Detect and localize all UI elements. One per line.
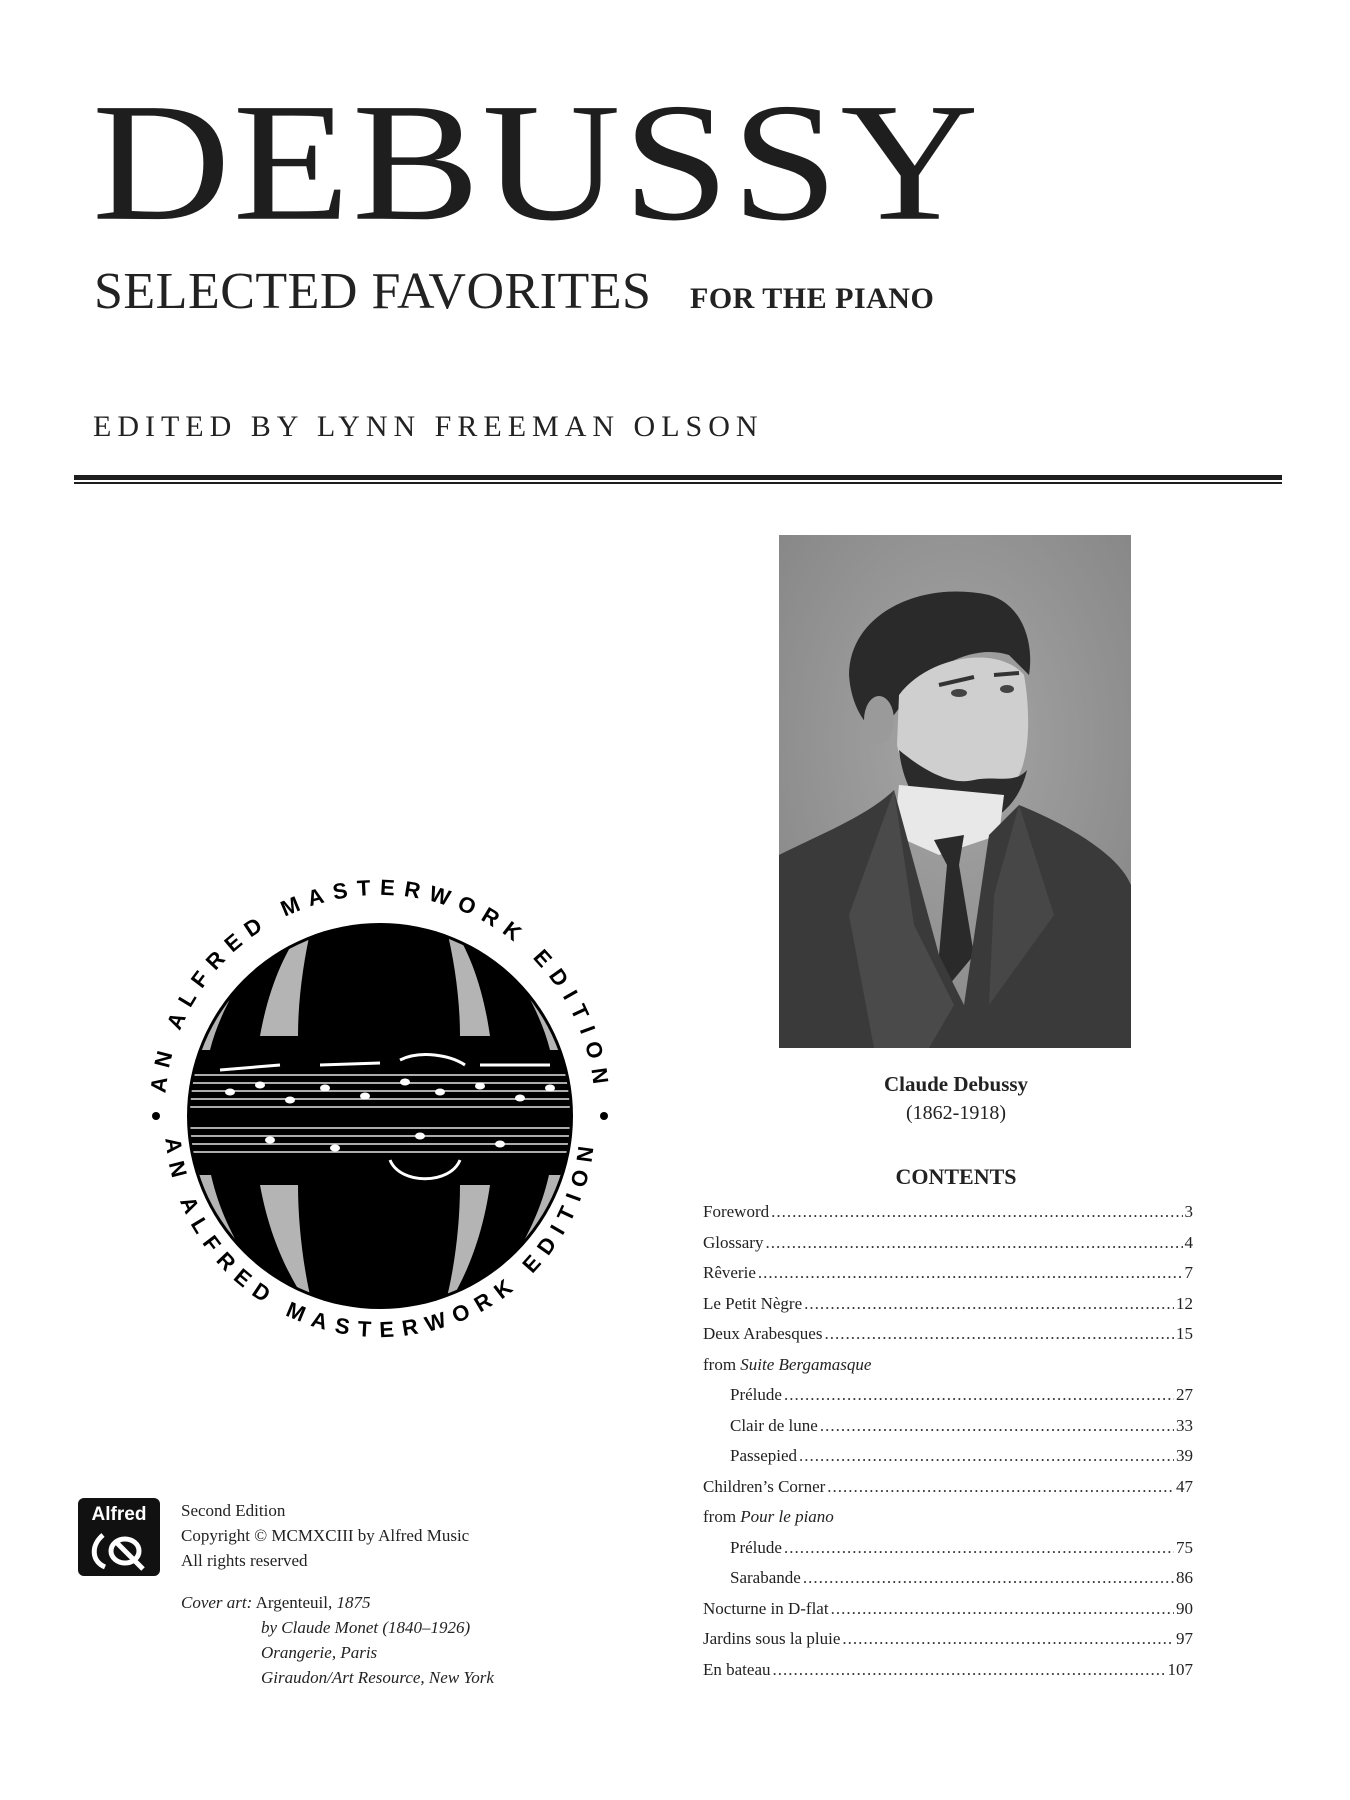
leader-dots <box>773 1660 1166 1680</box>
toc-entry-page: 15 <box>1176 1324 1193 1343</box>
toc-entry[interactable] <box>703 1294 1193 1325</box>
toc-entry-page: 4 <box>1184 1232 1193 1252</box>
toc-group-heading <box>703 1507 1193 1538</box>
toc-entry-page: 33 <box>1176 1415 1193 1435</box>
toc-entry-title: Glossary <box>703 1232 764 1252</box>
double-rule-thick <box>74 475 1282 480</box>
toc-entry-page: 90 <box>1176 1598 1193 1618</box>
globe-emblem-icon <box>120 860 640 1360</box>
double-rule-thin <box>74 482 1282 484</box>
toc-entry-title: En bateau <box>703 1659 771 1679</box>
leader-dots <box>820 1416 1174 1436</box>
svg-text:Alfred: Alfred <box>91 1504 147 1525</box>
portrait-image-icon <box>779 535 1131 1048</box>
rights-notice: All rights reserved <box>181 1551 308 1570</box>
toc-group-title: Suite Bergamasque <box>740 1354 872 1374</box>
alfred-logo-icon <box>81 1501 157 1573</box>
toc-entry-title: Children’s Corner <box>703 1476 826 1496</box>
book-title: DEBUSSY <box>92 68 981 256</box>
toc-entry-page: 97 <box>1176 1629 1193 1648</box>
cover-art-location: Orangerie, Paris <box>261 1643 378 1662</box>
toc-entry-title: Passepied <box>730 1446 798 1465</box>
table-of-contents <box>703 1202 1193 1690</box>
leader-dots <box>758 1263 1183 1283</box>
toc-entry[interactable] <box>703 1538 1193 1569</box>
svg-text:AN ALFRED MASTERWORK EDITION: AN ALFRED MASTERWORK EDITION <box>145 874 615 1095</box>
alfred-logo <box>78 1498 160 1576</box>
leader-dots <box>771 1202 1182 1222</box>
leader-dots <box>784 1538 1174 1558</box>
leader-dots <box>784 1385 1174 1405</box>
toc-entry-title: Foreword <box>703 1202 770 1221</box>
toc-entry[interactable] <box>703 1324 1193 1355</box>
portrait-caption-name: Claude Debussy <box>883 1072 1029 1096</box>
cover-art-artist: by Claude Monet (1840–1926) <box>261 1618 471 1637</box>
composer-portrait <box>779 535 1131 1048</box>
leader-dots <box>827 1477 1174 1497</box>
toc-entry-title: Prélude <box>730 1537 782 1557</box>
toc-group-prefix: from <box>703 1354 737 1374</box>
cover-art-credit <box>181 1590 494 1690</box>
toc-entry-title: Nocturne in D-flat <box>703 1598 829 1618</box>
toc-entry-page: 7 <box>1184 1263 1193 1282</box>
toc-entry[interactable] <box>703 1385 1193 1416</box>
toc-entry-page: 107 <box>1167 1659 1193 1679</box>
contents-heading: CONTENTS <box>895 1164 1017 1189</box>
masterwork-edition-emblem <box>120 860 640 1360</box>
toc-entry[interactable] <box>703 1599 1193 1630</box>
leader-dots <box>842 1629 1174 1649</box>
copyright-notice: Copyright © MCMXCIII by Alfred Music <box>181 1526 470 1545</box>
toc-group-heading <box>703 1355 1193 1386</box>
toc-entry-title: Le Petit Nègre <box>703 1293 803 1313</box>
toc-group-title: Pour le piano <box>740 1507 834 1526</box>
toc-entry-page: 47 <box>1176 1476 1193 1496</box>
toc-entry-page: 39 <box>1176 1446 1193 1465</box>
toc-entry-page: 12 <box>1176 1293 1193 1313</box>
leader-dots <box>804 1294 1174 1314</box>
toc-group-prefix: from <box>703 1507 737 1526</box>
toc-entry[interactable] <box>703 1629 1193 1660</box>
book-subtitle-secondary: FOR THE PIANO <box>690 282 935 315</box>
toc-entry[interactable] <box>703 1416 1193 1447</box>
toc-entry-title: Prélude <box>730 1385 782 1404</box>
cover-art-title: Argenteuil, <box>255 1593 333 1612</box>
toc-entry-title: Deux Arabesques <box>703 1324 823 1343</box>
imprint-block <box>181 1498 469 1573</box>
toc-entry-page: 75 <box>1176 1537 1193 1557</box>
toc-entry[interactable] <box>703 1568 1193 1599</box>
toc-entry-page: 3 <box>1184 1202 1193 1221</box>
leader-dots <box>765 1233 1182 1253</box>
toc-entry[interactable] <box>703 1660 1193 1691</box>
toc-entry-title: Sarabande <box>730 1568 801 1587</box>
leader-dots <box>803 1568 1174 1588</box>
cover-art-label: Cover art: <box>181 1593 253 1612</box>
edition-label: Second Edition <box>181 1501 286 1520</box>
leader-dots <box>824 1324 1174 1344</box>
toc-entry[interactable] <box>703 1263 1193 1294</box>
toc-entry-page: 27 <box>1176 1385 1193 1404</box>
toc-entry-title: Jardins sous la pluie <box>703 1629 841 1648</box>
toc-entry[interactable] <box>703 1477 1193 1508</box>
leader-dots <box>799 1446 1174 1466</box>
book-subtitle: SELECTED FAVORITES <box>94 263 652 320</box>
toc-entry[interactable] <box>703 1233 1193 1264</box>
toc-entry-page: 86 <box>1176 1568 1193 1587</box>
toc-entry-title: Clair de lune <box>730 1415 818 1435</box>
cover-art-source: Giraudon/Art Resource, New York <box>261 1668 494 1687</box>
portrait-caption-years: (1862-1918) <box>906 1102 1006 1124</box>
toc-entry-title: Rêverie <box>703 1263 756 1282</box>
toc-entry[interactable] <box>703 1446 1193 1477</box>
editor-credit: EDITED BY LYNN FREEMAN OLSON <box>93 410 764 443</box>
cover-art-year: 1875 <box>336 1593 371 1612</box>
toc-entry[interactable] <box>703 1202 1193 1233</box>
leader-dots <box>831 1599 1174 1619</box>
svg-text:AN ALFRED MASTERWORK EDITION: AN ALFRED MASTERWORK EDITION <box>160 1135 600 1343</box>
